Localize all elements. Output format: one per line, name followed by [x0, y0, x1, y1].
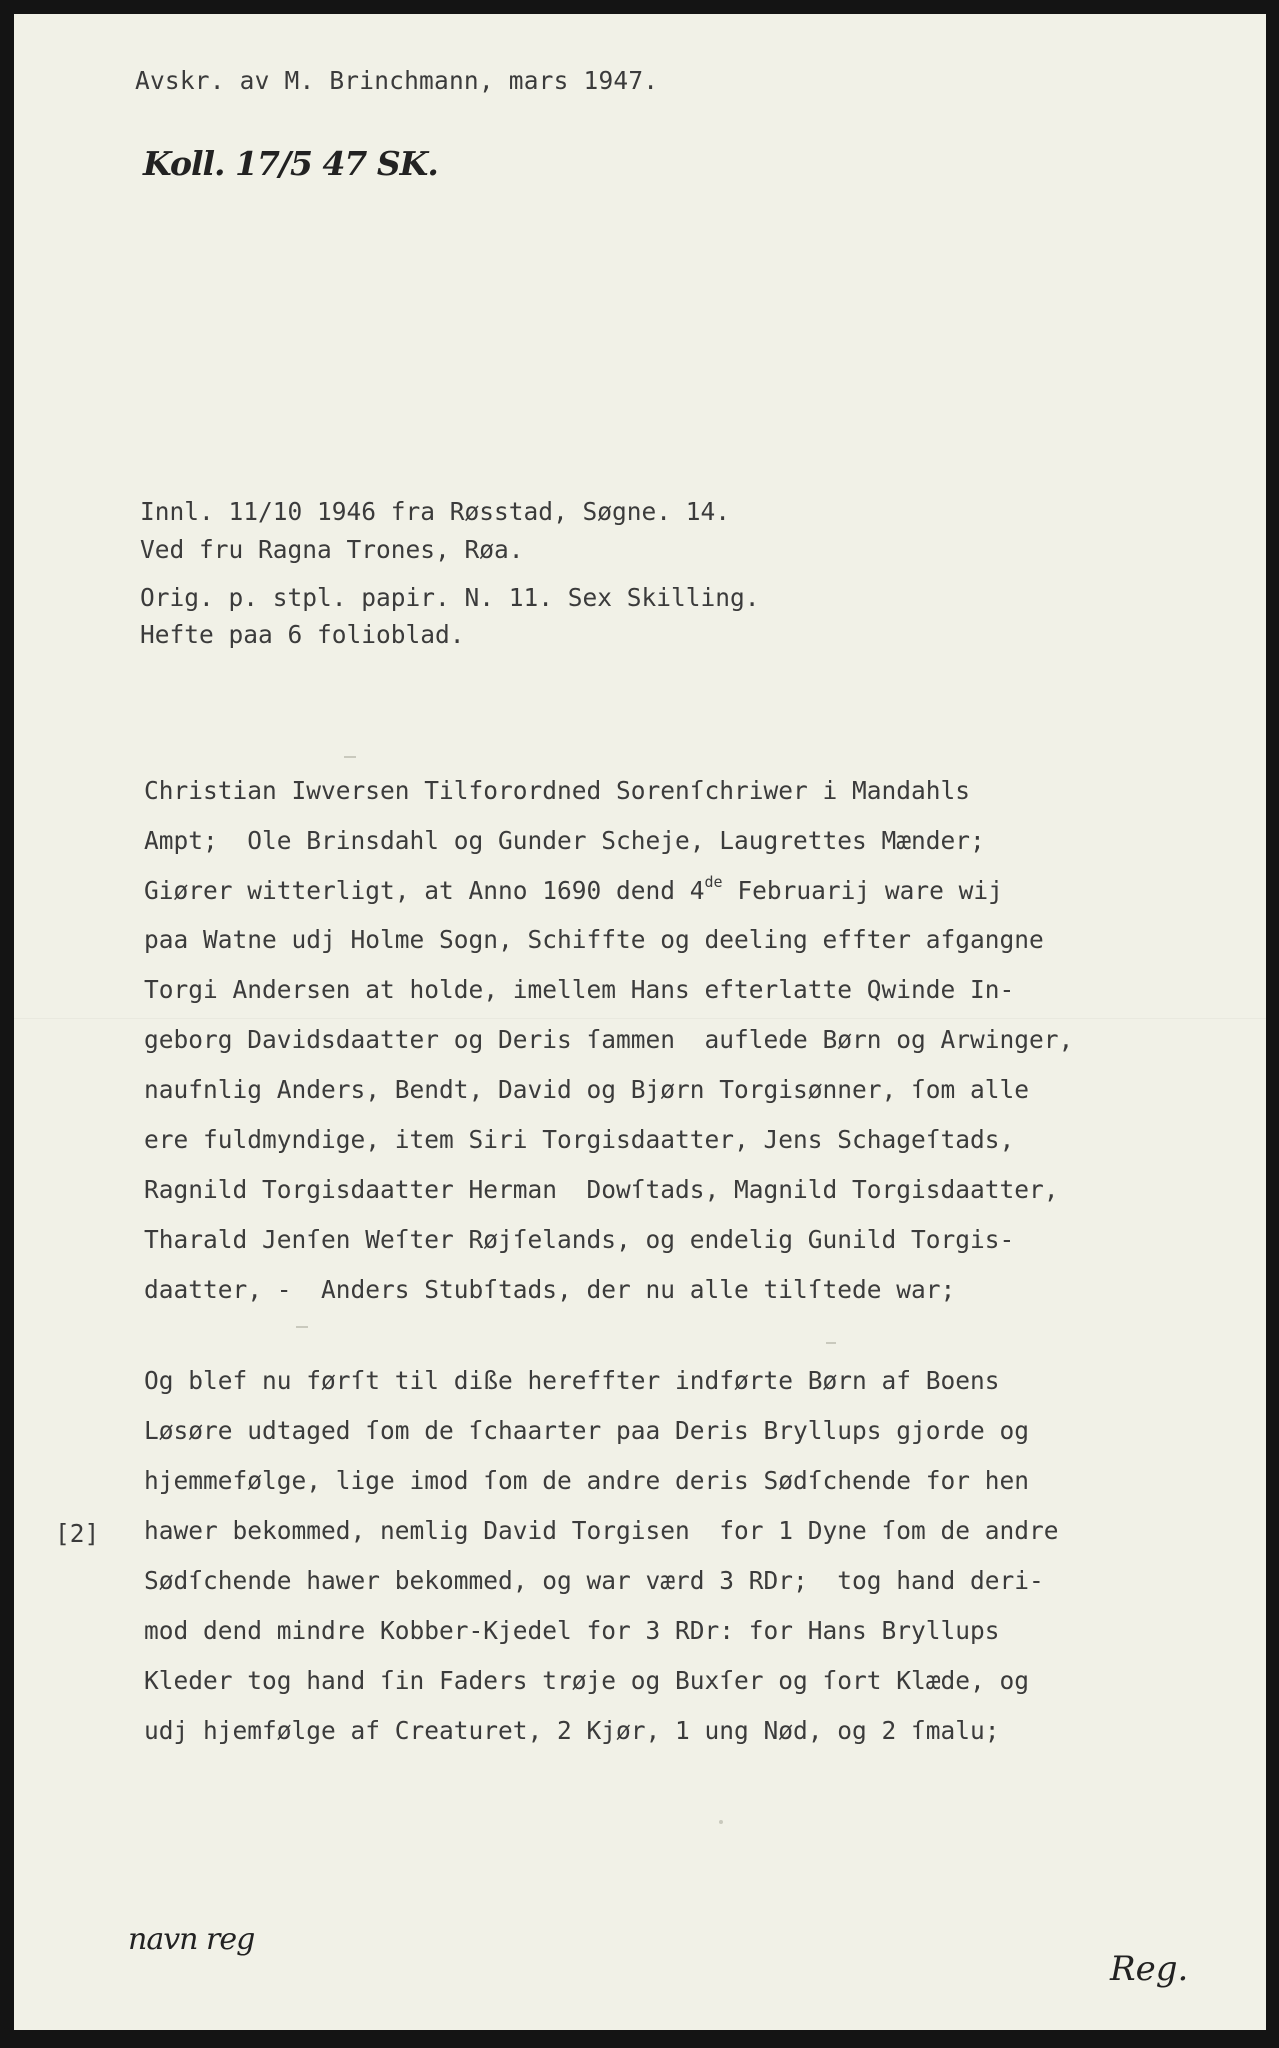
- body-line: Kleder tog hand ſin Faders trøje og Buxſer og ſort Klæde, og: [144, 1666, 1030, 1695]
- body-line: Christian Iwversen Tilforordned Sorenſchriwer i Mandahls: [144, 776, 971, 805]
- body-line: geborg Davidsdaatter og Deris ſammen auflede Børn og Arwinger,: [144, 1025, 1074, 1054]
- meta-line-original: Orig. p. stpl. papir. N. 11. Sex Skilling.: [140, 583, 760, 612]
- meta-line-received: Innl. 11/10 1946 fra Røsstad, Søgne. 14.: [140, 497, 731, 526]
- body-line: [144, 873, 1003, 905]
- meta-line-via: Ved fru Ragna Trones, Røa.: [140, 535, 524, 564]
- body-line: Løsøre udtaged ſom de ſchaarter paa Deris Bryllups gjorde og: [144, 1416, 1030, 1445]
- handwritten-reference: Koll. 17/5 47 SK.: [143, 144, 438, 183]
- body-line: Torgi Andersen at holde, imellem Hans efterlatte Qwinde In-: [144, 975, 1015, 1004]
- speck-mark: [296, 1326, 308, 1328]
- transcription-note: Avskr. av M. Brinchmann, mars 1947.: [135, 66, 659, 95]
- meta-line-booklet: Hefte paa 6 folioblad.: [140, 620, 465, 649]
- body-line: udj hjemfølge af Creaturet, 2 Kjør, 1 ung Nød, og 2 ſmalu;: [144, 1716, 1000, 1745]
- body-line: Ragnild Torgisdaatter Herman Dowſtads, Magnild Torgisdaatter,: [144, 1175, 1059, 1204]
- handwritten-register-mark: Reg.: [1110, 1949, 1189, 1989]
- handwritten-name-register: navn reg: [128, 1922, 255, 1957]
- body-line: Ampt; Ole Brinsdahl og Gunder Scheje, Laugrettes Mænder;: [144, 826, 985, 855]
- body-line: paa Watne udj Holme Sogn, Schiffte og deeling effter afgangne: [144, 925, 1044, 954]
- margin-page-number: [2]: [55, 1519, 100, 1548]
- body-line-head: Giører witterligt, at Anno 1690 dend 4: [144, 876, 705, 905]
- superscript-ordinal: de: [704, 873, 723, 891]
- speck-mark: [719, 1820, 723, 1824]
- body-line: naufnlig Anders, Bendt, David og Bjørn Torgisønner, ſom alle: [144, 1075, 1030, 1104]
- document-page: [14, 14, 1266, 2030]
- body-line: Tharald Jenſen Weſter Røjſelands, og endelig Gunild Torgis-: [144, 1225, 1015, 1254]
- body-line: Sødſchende hawer bekommed, og war værd 3 RDr; tog hand deri-: [144, 1566, 1044, 1595]
- body-line: mod dend mindre Kobber-Kjedel for 3 RDr: for Hans Bryllups: [144, 1616, 1000, 1645]
- body-line: daatter, - Anders Stubſtads, der nu alle tilſtede war;: [144, 1275, 956, 1304]
- body-line: ere fuldmyndige, item Siri Torgisdaatter, Jens Schageſtads,: [144, 1125, 1015, 1154]
- speck-mark: [344, 756, 356, 758]
- body-line: hjemmefølge, lige imod ſom de andre deris Sødſchende for hen: [144, 1466, 1030, 1495]
- paper-fold: [14, 1018, 1266, 1019]
- body-line-tail: Februarij ware wij: [722, 876, 1003, 905]
- body-line: hawer bekommed, nemlig David Torgisen for 1 Dyne ſom de andre: [144, 1516, 1059, 1545]
- speck-mark: [826, 1342, 836, 1344]
- body-line: Og blef nu førſt til diße hereffter indførte Børn af Boens: [144, 1366, 1000, 1395]
